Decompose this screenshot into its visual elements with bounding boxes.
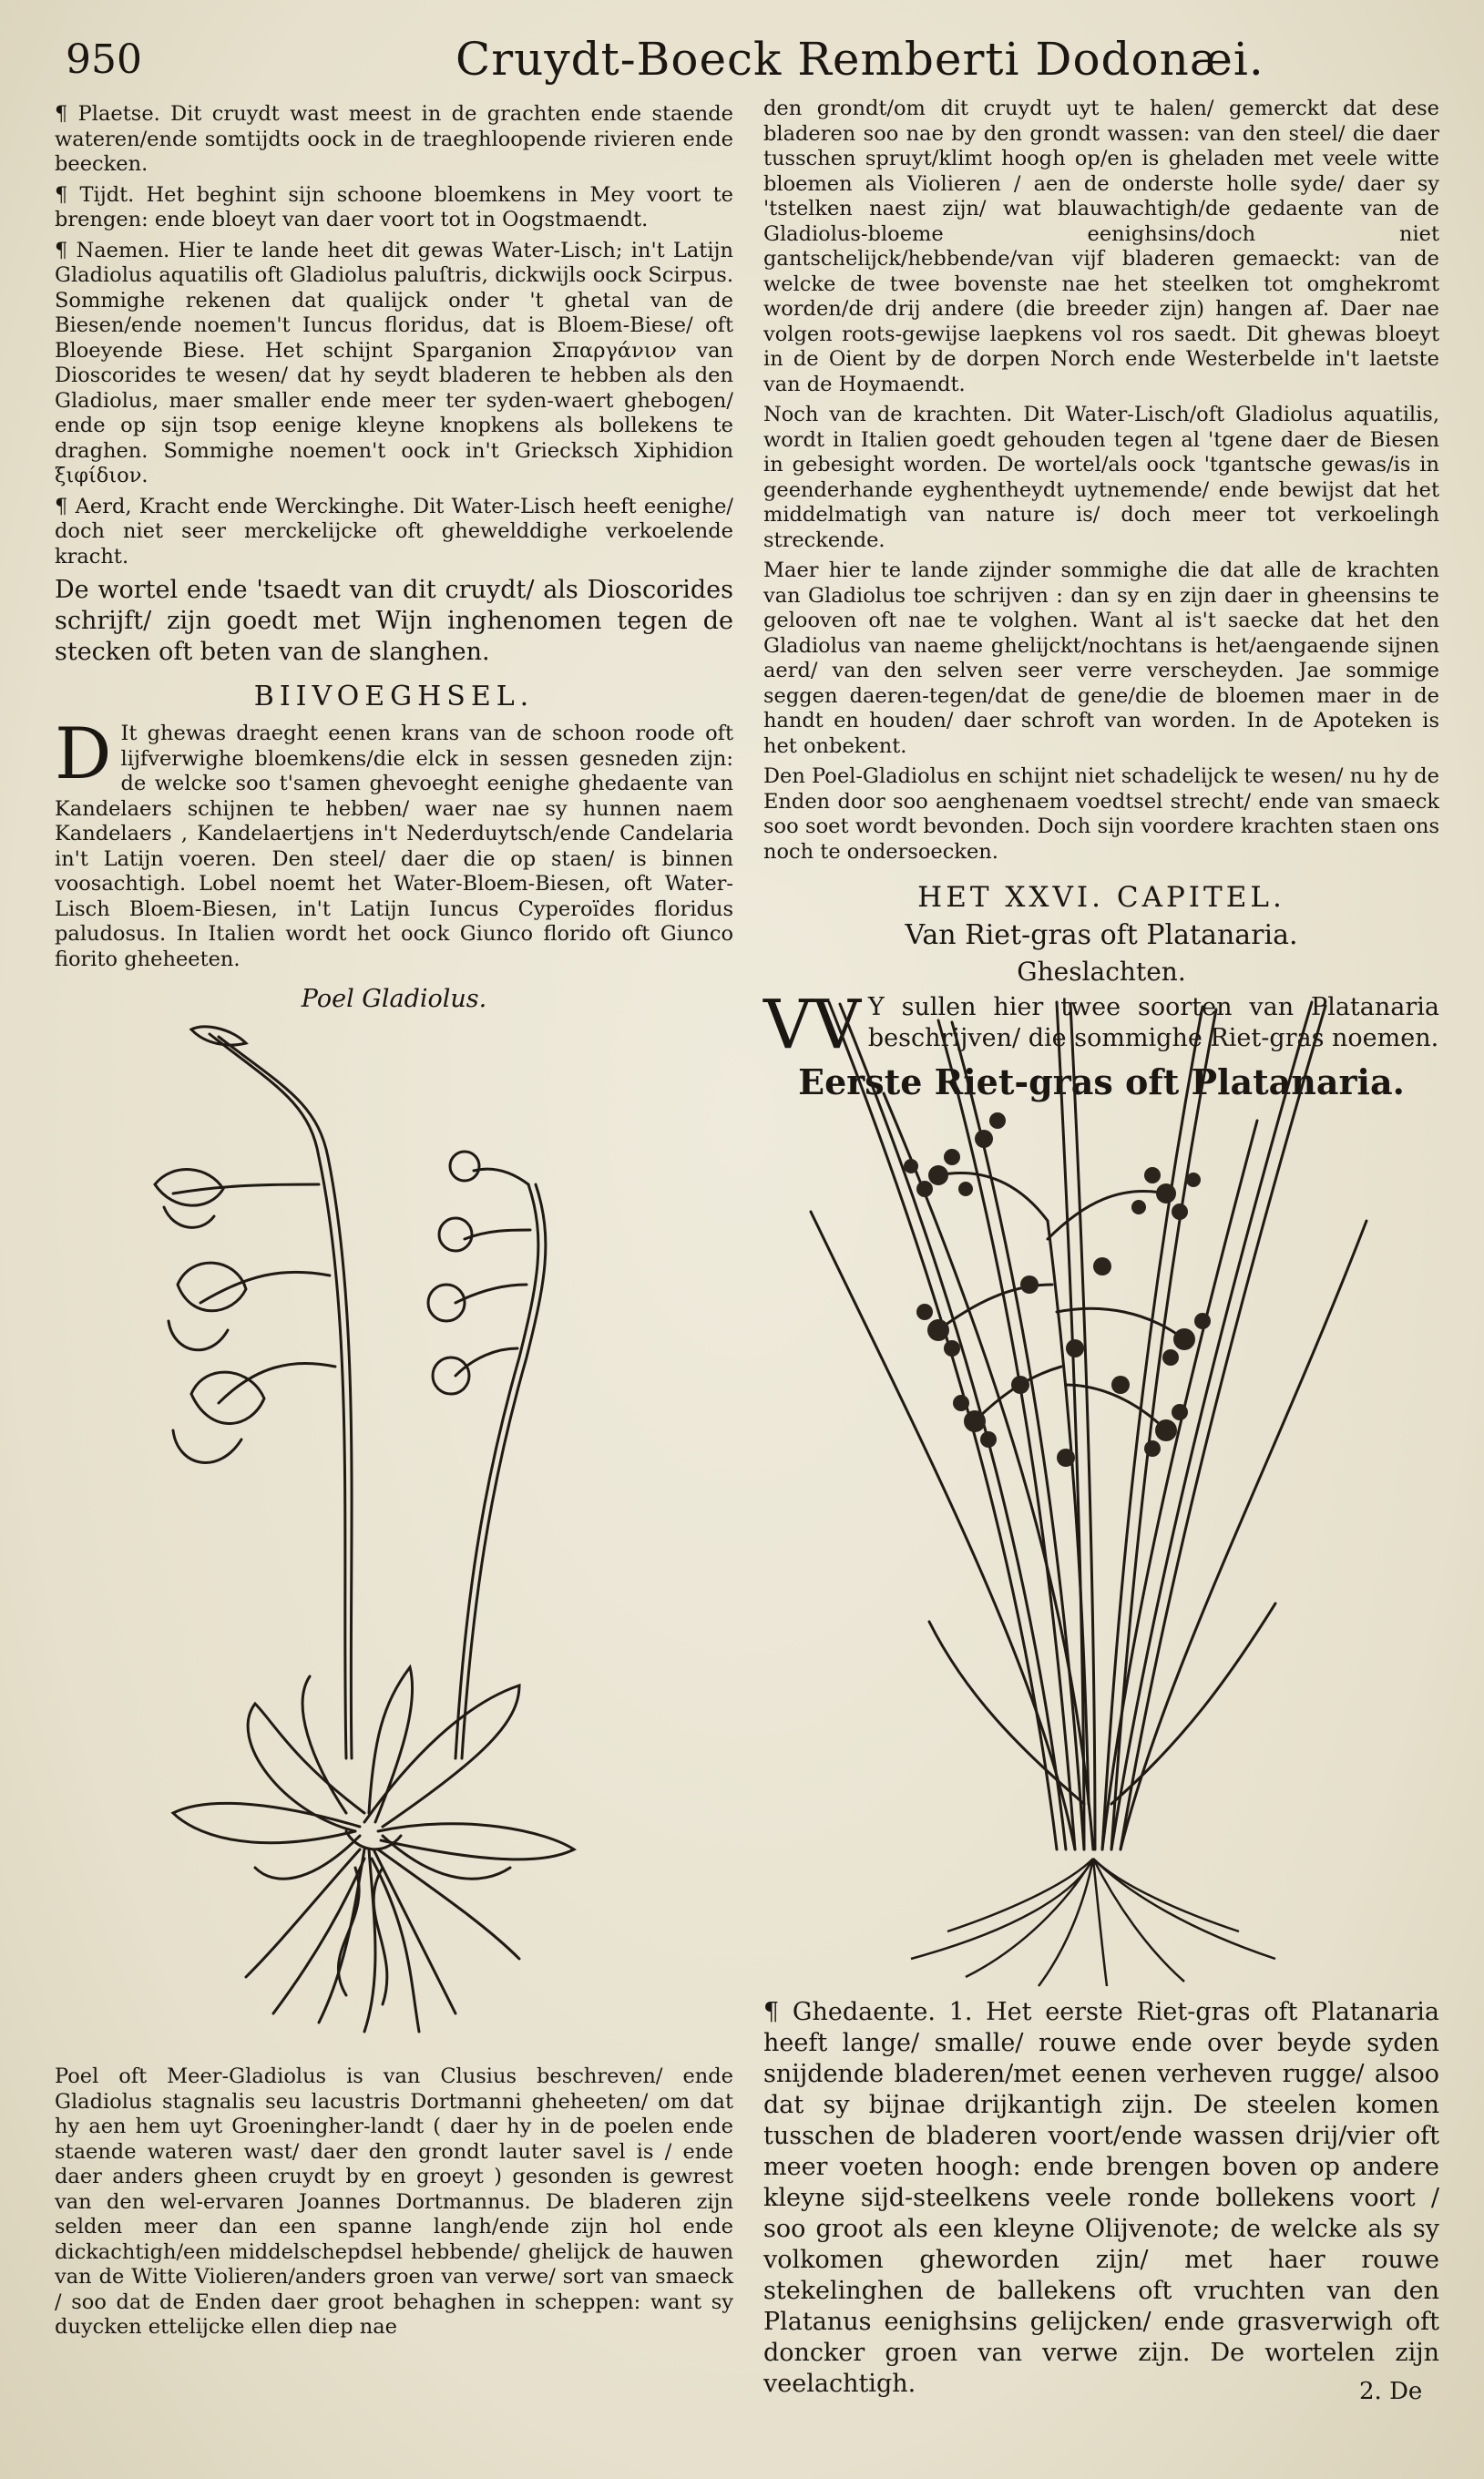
paragraph-poel: Den Poel-Gladiolus en schijnt niet schadelijck te wesen/ nu hy de Enden door soo aenghenaem voedtsel strecht/ ende van smaeck soo soet wordt bevonden. Doch sijn voordere krachten staen ons noch te ondersoecken. — [763, 764, 1439, 864]
paragraph-naemen: ¶ Naemen. Hier te lande heet dit gewas Water-Lisch; in't Latijn Gladiolus aquatilis oft Gladiolus paluſtris, dickwijls oock Scirpus. Sommighe rekenen dat qualijck onder 't ghetal van de Biesen/ende noemen't Iuncus floridus, dat is Bloem-Biese/ oft Bloeyende Biese. Het schijnt Sparganion Σπαργάνιον van Dioscorides te wesen/ dat hy seydt bladeren te hebben als den Gladiolus, maer smaller ende meer ter syden-waert ghebogen/ ende op sijn tsop eenige kleyne knopkens als bollekens te draghen. Sommighe noemen't oock in't Griecksch Xiphidion ξιφίδιον. — [55, 238, 733, 487]
drop-cap: D — [55, 713, 112, 795]
paragraph-wortel: De wortel ende 'tsaedt van dit cruydt/ als Dioscorides schrijft/ zijn goedt met Wijn inghenomen tegen de stecken oft beten van de slanghen. — [55, 576, 733, 666]
figure-caption: Poel Gladiolus. — [301, 985, 487, 1013]
paragraph-plaetse: ¶ Plaetse. Dit cruydt wast meest in de grachten ende staende wateren/ende somtijdts oock in de traeghloopende rivieren ende beecken. — [55, 102, 733, 176]
paragraph-ghedaente: ¶ Ghedaente. 1. Het eerste Riet-gras oft Platanaria heeft lange/ smalle/ rouwe ende over beyde syden snijdende bladeren/met eenen verheven rugge/ alsoo dat sy bijnae drijkantigh zijn. De steelen komen tusschen de bladeren voort/ende wassen drij/vier oft meer voeten hoogh: ende brengen boven op andere kleyne sijd-steelkens veele ronde bollekens voort / soo groot als een kleyne Olijvenote; de welcke als sy volkomen gheworden zijn/ met haer rouwe stekelinghen de ballekens oft vruchten van den Platanus eenighsins gelijcken/ ende grasverwigh oft doncker groen van verwe zijn. De wortelen zijn veelachtigh. — [763, 1998, 1439, 2398]
paragraph-tijdt: ¶ Tijdt. Het beghint sijn schoone bloemkens in Mey voort te brengen: ende bloeyt van daer voort tot in Oogstmaendt. — [55, 182, 733, 231]
right-bottom-text — [763, 1997, 1439, 2405]
paragraph-continued: den grondt/om dit cruydt uyt te halen/ gemerckt dat dese bladeren soo nae by den grondt wassen: van den steel/ die daer tusschen spruyt/klimt hoogh op/en is gheladen met veele witte bloemen als Violieren / aen de onderste holle syde/ daer sy 'tstelken naest zijn/ wat blauwachtigh/de gedaente van de Gladiolus-bloeme eenighsins/doch niet gantschelijck/hebbende/van vijf bladeren gemaeckt: van de welcke de twee bovenste nae het steelken tot omghekromt worden/de drij andere (die breeder zijn) hangen af. Daer nae volgen roots-gewijse laepkens vol ros saedt. Dit ghewas bloeyt in de Oient by de dorpen Norch ende Westerbelde in't laetste van de Hoymaendt. — [763, 97, 1439, 396]
paragraph-krachten: Noch van de krachten. Dit Water-Lisch/oft Gladiolus aquatilis, wordt in Italien goedt gehouden tegen al 'tgene daer de Biesen in gebesight worden. De wortel/als oock 'tgantsche gewas/is in geenderhande eyghentheydt uytnemende/ ende bewijst dat het middelmatigh van nature is/ doch meer tot verkoelingh streckende. — [763, 403, 1439, 552]
chapter-subtitle: Gheslachten. — [1017, 957, 1186, 987]
left-bottom-text — [55, 2064, 733, 2346]
catchword: 2. De — [1359, 2378, 1423, 2405]
chapter-heading: HET XXVI. CAPITEL. — [917, 881, 1285, 914]
running-title: Cruydt-Boeck Remberti Dodonæi. — [455, 33, 1264, 86]
riet-gras-illustration — [802, 984, 1385, 1995]
paragraph-bijvoeghsel — [55, 713, 733, 972]
paragraph-bijvoeghsel-text: It ghewas draeght eenen krans van de schoon roode oft lijfverwighe bloemkens/die elck in sessen gesneden zijn: de welcke soo t'samen ghevoeght eenighe ghedaente van Kandelaers schijnen te hebben/ waer nae sy hunnen naem Kandelaers , Kandelaertjens in't Nederduytsch/ende Candelaria in't Latijn voeren. Den steel/ daer die op staen/ is binnen voosachtigh. Lobel noemt het Water-Bloem-Biesen, oft Water-Lisch Bloem-Biesen, in't Latijn Iuncus Cyperoïdes floridus paludosus. In Italien wordt het oock Giunco florido oft Giunco fiorito gheheeten. — [55, 722, 733, 971]
paragraph-poel-gladiolus: Poel oft Meer-Gladiolus is van Clusius beschreven/ ende Gladiolus stagnalis seu lacustris Dortmanni gheheeten/ om dat hy aen hem uyt Groeningher-landt ( daer hy in de poelen ende staende wateren wast/ daer den grondt lauter savel is / ende daer anders gheen cruydt by en groeyt ) gesonden is gewrest van den wel-ervaren Joannes Dortmannus. De bladeren zijn selden meer dan een spanne langh/ende zijn hol ende dickachtigh/een middelschepdsel hebbende/ ghelijck de hauwen van de Witte Violieren/anders groen van verwe/ sort van smaeck / soo dat de Enden daer groot behaghen in scheppen: want sy duycken ettelijcke ellen diep nae — [55, 2064, 733, 2339]
paragraph-maer: Maer hier te lande zijnder sommighe die dat alle de krachten van Gladiolus toe schrijven : dan sy en zijn daer in gheensins te gelooven oft nae te volghen. Want al is't saecke dat het den Gladiolus van naeme ghelijckt/nochtans is het/aengaende sijnen aerd/ van den selven seer verre verscheyden. Jae sommige seggen daeren-tegen/dat de gene/die de bloemen maer in de handt en houden/ daer schroft van worden. In de Apoteken is het onbekent. — [763, 558, 1439, 758]
drop-cap: VV — [763, 986, 861, 1064]
left-column — [55, 102, 733, 1013]
poel-gladiolus-illustration — [137, 1011, 610, 2041]
right-column — [763, 97, 1439, 1111]
page-number: 950 — [66, 36, 142, 83]
section-title: BIIVOEGHSEL. — [253, 681, 535, 712]
figure-title: Eerste Riet-gras oft Platanaria. — [798, 1061, 1405, 1102]
chapter-title: Van Riet-gras oft Platanaria. — [905, 919, 1298, 951]
paragraph-intro-text: Y sullen hier twee soorten van Platanaria beschrijven/ die sommighe Riet-gras noemen. — [867, 993, 1439, 1052]
paragraph-aerd: ¶ Aerd, Kracht ende Werckinghe. Dit Water-Lisch heeft eenighe/ doch niet seer merckelijcke oft ghewelddighe verkoelende kracht. — [55, 494, 733, 569]
